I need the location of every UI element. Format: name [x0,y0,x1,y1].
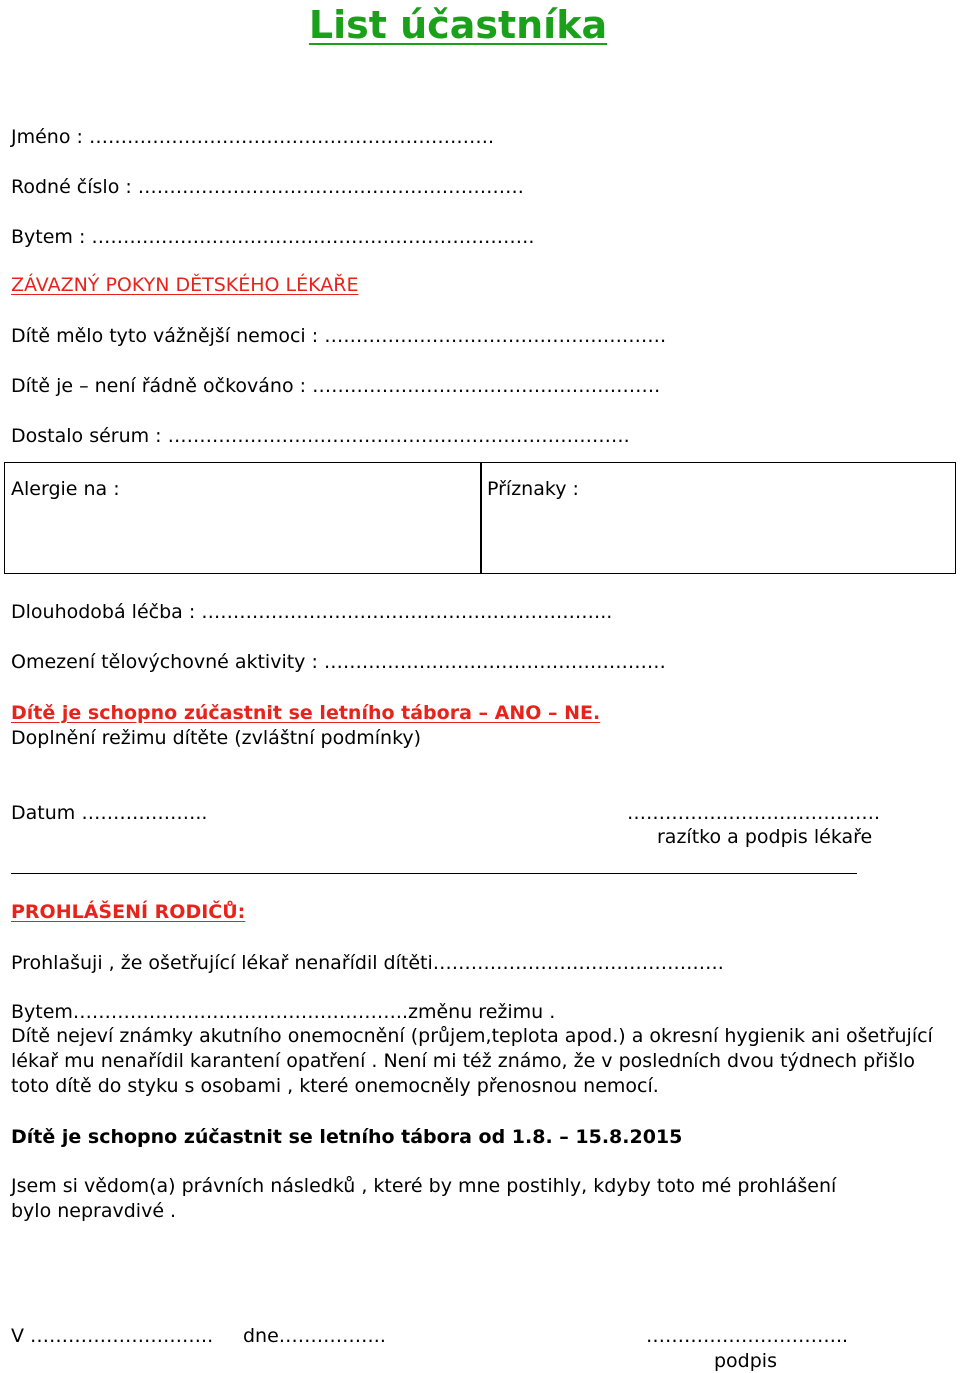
field-bytem-zmenu[interactable]: Bytem……………………………………………..změnu režimu . [11,1001,556,1023]
field-ockovani[interactable]: Dítě je – není řádně očkováno : ………………………………………………. [11,375,661,397]
field-jmeno[interactable]: Jméno : ………………………………………………………. [11,126,494,148]
field-v-misto[interactable]: V ……………………….. [11,1325,214,1347]
field-omezeni[interactable]: Omezení tělovýchovné aktivity : ……………………………………………… [11,651,666,673]
field-nemoci[interactable]: Dítě mělo tyto vážnější nemoci : ……………………………………………… [11,325,667,347]
page-title: List účastníka [308,3,608,47]
declaration-paragraph: Dítě nejeví známky akutního onemocnění (průjem,teplota apod.) a okresní hygienik ani ošetřující lékař mu nenařídil karantení opatření . Není mi též známo, že v posledních dvou týdnech přišlo toto dítě do styku s osobami , které onemocněly přenosnou nemocí. [11,1025,933,1097]
doctor-signature-line[interactable]: …………………………………. [627,802,881,824]
vedom-statement: Jsem si vědom(a) právních následků , které by mne postihly, kdyby toto mé prohlášení bylo nepravdivé . [11,1175,837,1222]
doplneni-rezimu: Doplnění režimu dítěte (zvláštní podmínky) [11,727,422,749]
parent-section-heading: PROHLÁŠENÍ RODIČŮ: [11,901,246,923]
section-divider [11,873,857,874]
podpis-label: podpis [714,1350,777,1372]
parent-schopno-statement: Dítě je schopno zúčastnit se letního tábora od 1.8. – 15.8.2015 [11,1126,683,1148]
field-datum[interactable]: Datum ……………….. [11,802,208,824]
field-rodne-cislo[interactable]: Rodné číslo : ……………………………………………………. [11,176,524,198]
razitko-label: razítko a podpis lékaře [657,826,873,848]
priznaky-label: Příznaky : [487,478,579,500]
field-prohlasuji[interactable]: Prohlašuji , že ošetřující lékař nenařídil dítěti………………………………………. [11,952,724,974]
alergie-label: Alergie na : [11,478,120,500]
field-dne[interactable]: dne…………….. [243,1325,386,1347]
doctor-section-heading: ZÁVAZNÝ POKYN DĚTSKÉHO LÉKAŘE [11,274,359,296]
parent-signature-line[interactable]: ………………………….. [646,1325,849,1347]
field-lecba[interactable]: Dlouhodobá léčba : ……………………………………………………….. [11,601,613,623]
field-serum[interactable]: Dostalo sérum : ………………………………………………………………. [11,425,630,447]
field-bytem[interactable]: Bytem : ……………………………………………………………. [11,226,535,248]
doctor-schopno-statement: Dítě je schopno zúčastnit se letního tábora – ANO – NE. [11,702,601,724]
